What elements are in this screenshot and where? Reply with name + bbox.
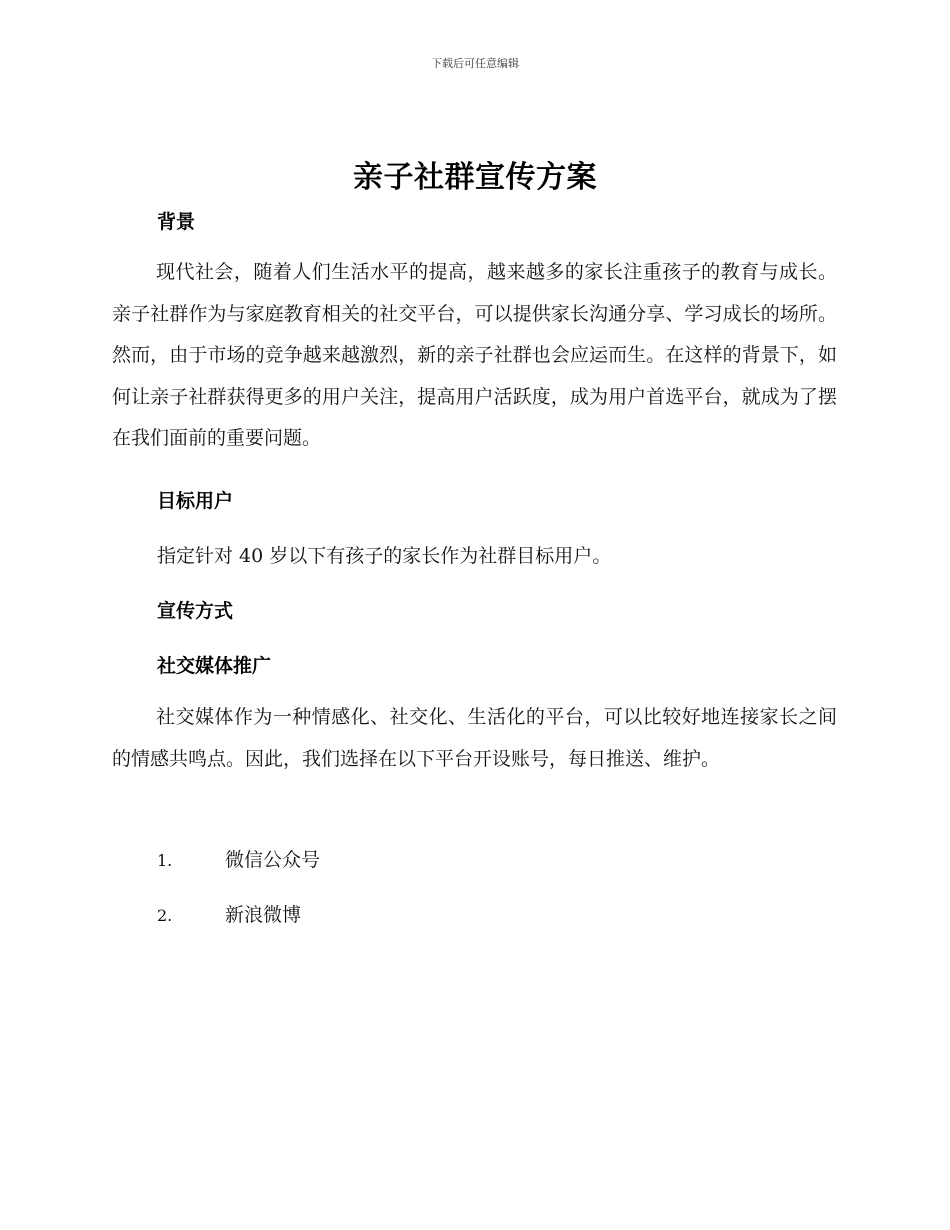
list-item: [157, 845, 320, 872]
heading-background: 背景: [157, 211, 196, 233]
heading-social-media: 社交媒体推广: [157, 655, 272, 677]
paragraph-background: 现代社会，随着人们生活水平的提高，越来越多的家长注重孩子的教育与成长。亲子社群作为与家庭教育相关的社交平台，可以提供家长沟通分享、学习成长的场所。然而，由于市场的竞争越来越激烈，新的亲子社群也会应运而生。在这样的背景下，如何让亲子社群获得更多的用户关注，提高用户活跃度，成为用户首选平台，就成为了摆在我们面前的重要问题。: [112, 261, 837, 449]
list-item: [157, 900, 301, 927]
heading-promotion: 宣传方式: [157, 600, 234, 622]
header-note: 下载后可任意编辑: [431, 57, 519, 70]
list-number: 2.: [157, 906, 173, 925]
document-title: 亲子社群宣传方案: [353, 160, 597, 195]
list-label: 新浪微博: [225, 904, 302, 926]
paragraph-target-users: 指定针对 40 岁以下有孩子的家长作为社群目标用户。: [157, 545, 612, 567]
list-label: 微信公众号: [225, 849, 321, 871]
heading-target-users: 目标用户: [157, 490, 234, 512]
list-number: 1.: [157, 851, 173, 870]
paragraph-social-media: 社交媒体作为一种情感化、社交化、生活化的平台，可以比较好地连接家长之间的情感共鸣点。因此，我们选择在以下平台开设账号，每日推送、维护。: [112, 706, 837, 770]
